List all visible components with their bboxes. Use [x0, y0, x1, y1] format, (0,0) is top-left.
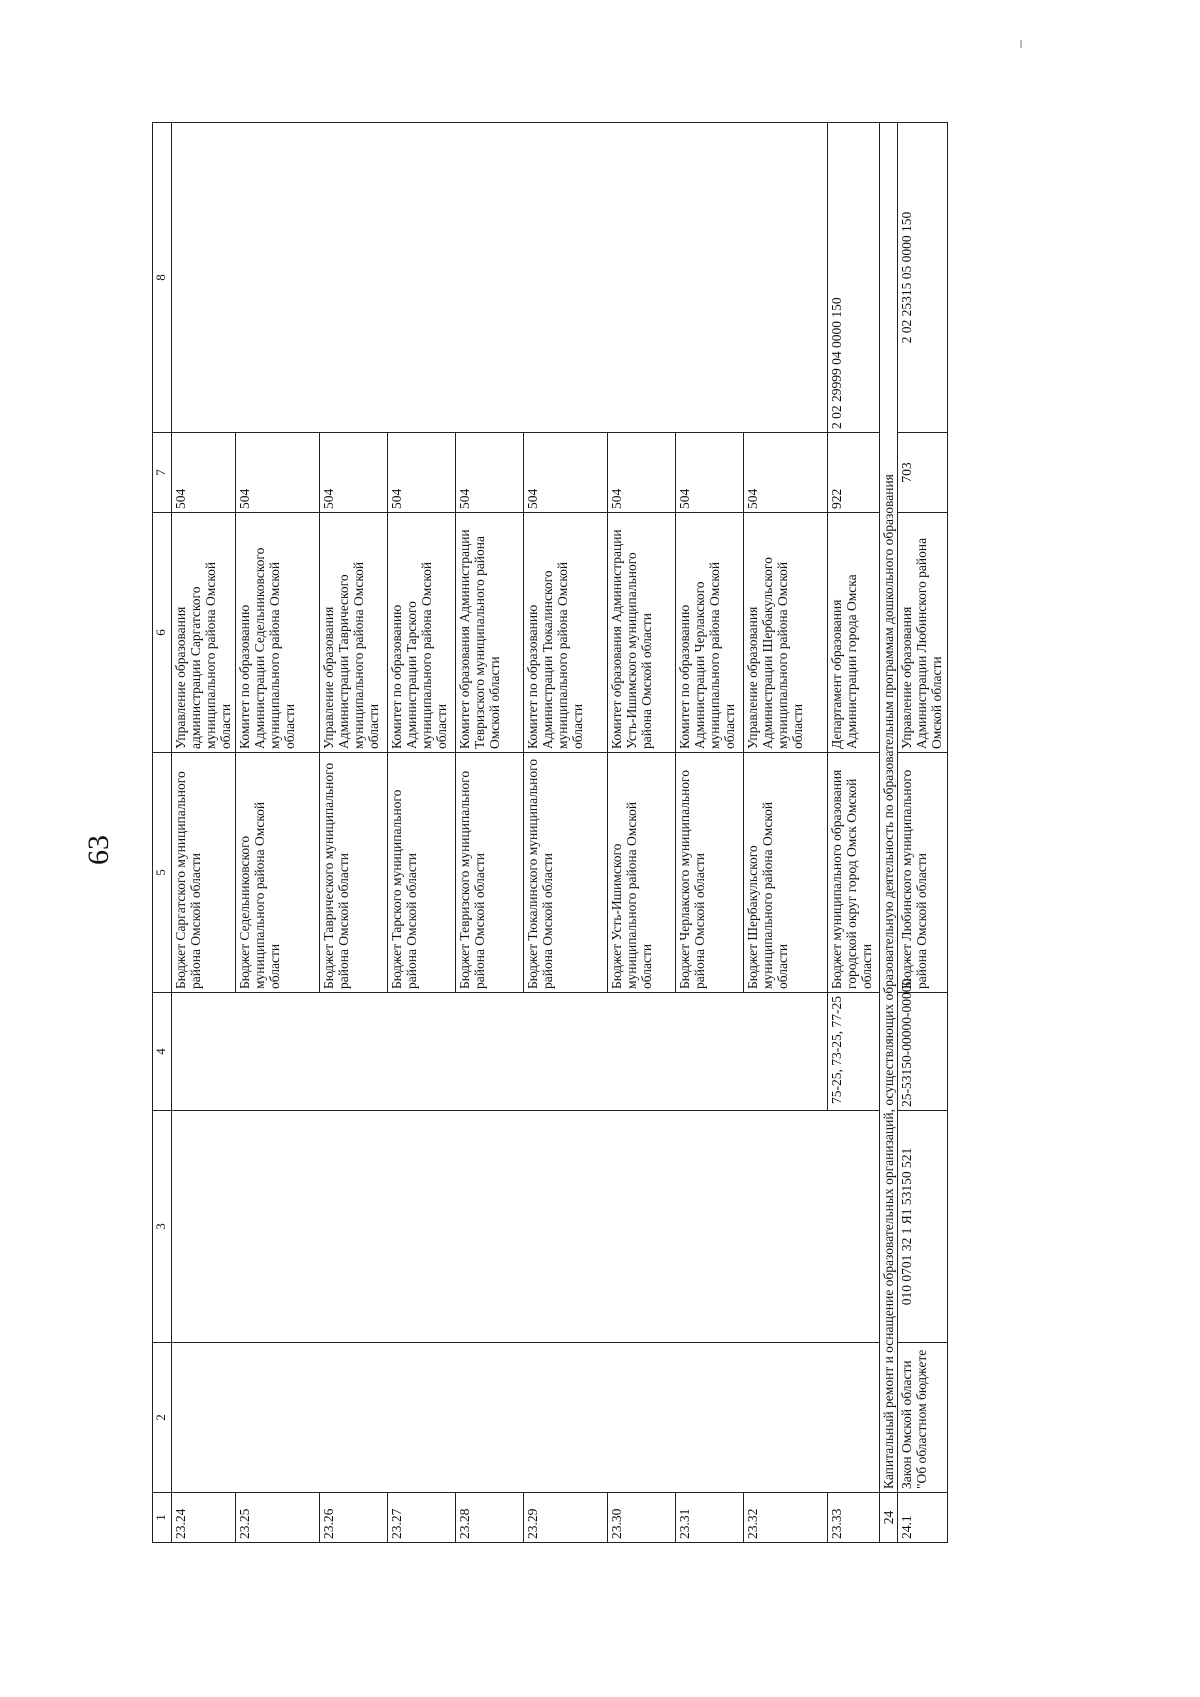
- header-cell: 6: [153, 513, 172, 753]
- scan-speck: [1020, 40, 1022, 48]
- header-row: [153, 123, 172, 1543]
- table-row: [172, 123, 236, 1543]
- administrator-name: Комитет образования Администрации Усть-Ишимского муниципального района Омской области: [608, 513, 676, 753]
- budget-name: Бюджет Шербакульского муниципального района Омской области: [744, 753, 828, 993]
- budget-name: Бюджет Седельниковского муниципального района Омской области: [236, 753, 320, 993]
- row-number: 23.24: [172, 1493, 236, 1543]
- row-number: 23.25: [236, 1493, 320, 1543]
- administrator-name: Управление образования Администрации Шербакульского муниципального района Омской области: [744, 513, 828, 753]
- purpose-codes: 75-25, 73-25, 77-25: [828, 993, 880, 1111]
- administrator-name: Департамент образования Администрации города Омска: [828, 513, 880, 753]
- admin-code: 504: [320, 433, 388, 513]
- revenue-code: 2 02 25315 05 0000 150: [898, 123, 948, 433]
- row-number: 23.32: [744, 1493, 828, 1543]
- budget-name: Бюджет Тевризского муниципального района Омской области: [456, 753, 524, 993]
- section-title: Капитальный ремонт и оснащение образовательных организаций, осуществляющих образовательную деятельность по образовательным программам дошкольного образования: [880, 123, 898, 1493]
- admin-code: 922: [828, 433, 880, 513]
- merged-cell-3: [172, 1111, 880, 1343]
- row-number: 23.26: [320, 1493, 388, 1543]
- administrator-name: Управление образования Администрации Любинского района Омской области: [898, 513, 948, 753]
- header-cell: 5: [153, 753, 172, 993]
- admin-code: 504: [676, 433, 744, 513]
- administrator-name: Комитет по образованию Администрации Тюкалинского муниципального района Омской области: [524, 513, 608, 753]
- admin-code: 703: [898, 433, 948, 513]
- administrator-name: Управление образования администрации Саргатского муниципального района Омской области: [172, 513, 236, 753]
- admin-code: 504: [388, 433, 456, 513]
- row-number: 23.29: [524, 1493, 608, 1543]
- budget-name: Бюджет Тюкалинского муниципального района Омской области: [524, 753, 608, 993]
- admin-code: 504: [236, 433, 320, 513]
- section-number: 24: [880, 1493, 898, 1543]
- header-cell: 8: [153, 123, 172, 433]
- budget-name: Бюджет Черлакского муниципального района Омской области: [676, 753, 744, 993]
- admin-code: 504: [172, 433, 236, 513]
- header-cell: 3: [153, 1111, 172, 1343]
- row-number: 23.28: [456, 1493, 524, 1543]
- revenue-code: 2 02 29999 04 0000 150: [828, 123, 880, 433]
- header-cell: 1: [153, 1493, 172, 1543]
- page-number: 63: [82, 835, 115, 865]
- row-number: 23.27: [388, 1493, 456, 1543]
- budget-table: [152, 122, 948, 1543]
- budget-name: Бюджет Любинского муниципального района Омской области: [898, 753, 948, 993]
- header-cell: 7: [153, 433, 172, 513]
- purpose-code: 25-53150-00000-00000: [898, 993, 948, 1111]
- header-cell: 4: [153, 993, 172, 1111]
- administrator-name: Комитет по образованию Администрации Черлакского муниципального района Омской области: [676, 513, 744, 753]
- budget-name: Бюджет Таврического муниципального района Омской области: [320, 753, 388, 993]
- administrator-name: Комитет по образованию Администрации Тарского муниципального района Омской области: [388, 513, 456, 753]
- admin-code: 504: [744, 433, 828, 513]
- admin-code: 504: [608, 433, 676, 513]
- row-number: 23.33: [828, 1493, 880, 1543]
- administrator-name: Комитет по образованию Администрации Седельниковского муниципального района Омской области: [236, 513, 320, 753]
- header-cell: 2: [153, 1343, 172, 1493]
- administrator-name: Управление образования Администрации Таврического муниципального района Омской области: [320, 513, 388, 753]
- administrator-name: Комитет образования Администрации Тевризского муниципального района Омской области: [456, 513, 524, 753]
- budget-name: Бюджет Саргатского муниципального района Омской области: [172, 753, 236, 993]
- row-number: 23.31: [676, 1493, 744, 1543]
- merged-cell-8: [172, 123, 828, 433]
- merged-cell-4: [172, 993, 828, 1111]
- budget-name: Бюджет муниципального образования городской округ город Омск Омской области: [828, 753, 880, 993]
- law-name: Закон Омской области "Об областном бюджете: [898, 1343, 948, 1493]
- row-number: 24.1: [898, 1493, 948, 1543]
- merged-cell-2: [172, 1343, 880, 1493]
- section-row: [880, 123, 898, 1543]
- rotated-table-wrapper: [152, 123, 1027, 1543]
- budget-name: Бюджет Усть-Ишимского муниципального района Омской области: [608, 753, 676, 993]
- row-number: 23.30: [608, 1493, 676, 1543]
- admin-code: 504: [456, 433, 524, 513]
- budget-classification-code: 010 0701 32 1 Я1 53150 521: [898, 1111, 948, 1343]
- admin-code: 504: [524, 433, 608, 513]
- table-row: [898, 123, 948, 1543]
- budget-name: Бюджет Тарского муниципального района Омской области: [388, 753, 456, 993]
